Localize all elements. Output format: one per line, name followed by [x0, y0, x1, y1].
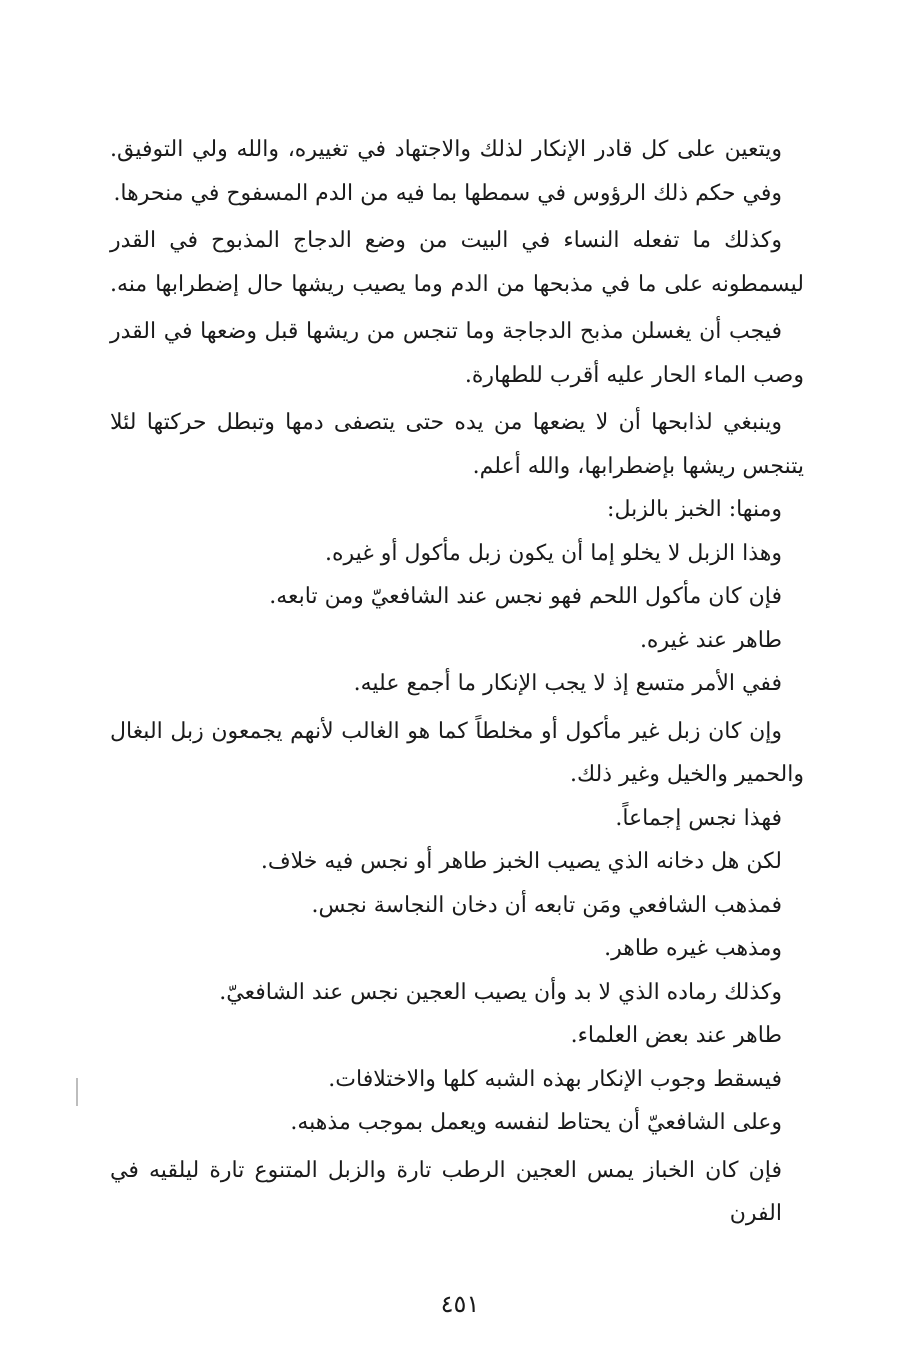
text-line: ويتعين على كل قادر الإنكار لذلك والاجتهاد في تغييره، والله ولي التوفيق.	[110, 137, 782, 162]
text-line: ففي الأمر متسع إذ لا يجب الإنكار ما أجمع عليه.	[353, 671, 782, 696]
text-line: طاهر عند غيره.	[639, 627, 782, 653]
text-line: وصب الماء الحار عليه أقرب للطهارة.	[464, 362, 804, 388]
page-number: ٤٥١	[440, 1290, 480, 1318]
text-line: لكن هل دخانه الذي يصيب الخبز طاهر أو نجس فيه خلاف.	[260, 849, 782, 874]
text-line: وإن كان زبل غير مأكول أو مخلطاً كما هو الغالب لأنهم يجمعون زبل البغال	[110, 718, 782, 744]
text-line: ليسمطونه على ما في مذبحها من الدم وما يصيب ريشها حال إضطرابها منه.	[110, 271, 804, 297]
text-line: فإن كان الخباز يمس العجين الرطب تارة والزبل المتنوع تارة ليلقيه في الفرن	[110, 1157, 782, 1226]
text-line: طاهر عند بعض العلماء.	[570, 1023, 782, 1048]
text-line: وهذا الزبل لا يخلو إما أن يكون زبل مأكول أو غيره.	[325, 540, 782, 566]
text-line: فيسقط وجوب الإنكار بهذه الشبه كلها والاختلافات.	[328, 1066, 782, 1092]
text-line: فمذهب الشافعي ومَن تابعه أن دخان النجاسة نجس.	[311, 892, 782, 918]
text-line: وينبغي لذابحها أن لا يضعها من يده حتى يتصفى دمها وتبطل حركتها لئلا	[110, 410, 782, 435]
margin-mark	[76, 1078, 78, 1106]
text-line: فهذا نجس إجماعاً.	[615, 805, 782, 831]
body-text	[110, 128, 804, 1226]
text-line: ومنها: الخبز بالزبل:	[607, 497, 782, 522]
text-line: وكذلك رماده الذي لا بد وأن يصيب العجين نجس عند الشافعيّ.	[219, 979, 782, 1005]
text-line: وعلى الشافعيّ أن يحتاط لنفسه ويعمل بموجب مذهبه.	[290, 1110, 782, 1135]
text-line: ومذهب غيره طاهر.	[604, 936, 782, 961]
text-line: فيجب أن يغسلن مذبح الدجاجة وما تنجس من ريشها قبل وضعها في القدر	[110, 319, 782, 344]
text-line: يتنجس ريشها بإضطرابها، والله أعلم.	[472, 453, 804, 479]
text-line: فإن كان مأكول اللحم فهو نجس عند الشافعيّ ومن تابعه.	[269, 584, 782, 609]
text-line: وفي حكم ذلك الرؤوس في سمطها بما فيه من الدم المسفوح في منحرها.	[113, 180, 782, 206]
text-line: وكذلك ما تفعله النساء في البيت من وضع الدجاج المذبوح في القدر	[110, 228, 782, 253]
text-line: والحمير والخيل وغير ذلك.	[570, 762, 804, 787]
